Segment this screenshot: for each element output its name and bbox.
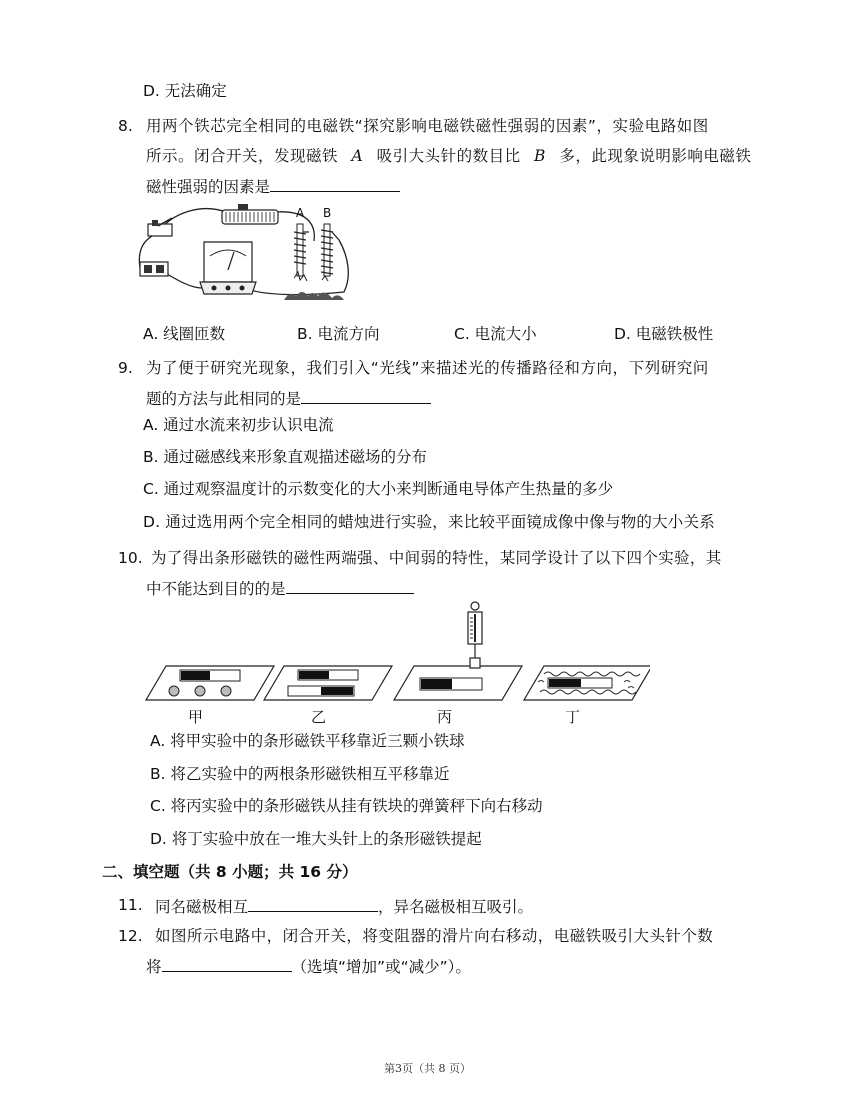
q9-option-c: C. 通过观察温度计的示数变化的大小来判断通电导体产生热量的多少 xyxy=(143,480,614,498)
q12-line2-text-a: 将 xyxy=(146,958,162,976)
q10-label-ding: 丁 xyxy=(565,708,581,726)
iron-ball-icon xyxy=(221,686,231,696)
switch-icon xyxy=(148,218,172,236)
q9-option-a: A. 通过水流来初步认识电流 xyxy=(143,416,334,434)
q8-option-a: A. 线圈匝数 xyxy=(143,325,226,343)
q8-line2-text-c: 多，此现象说明影响电磁铁 xyxy=(559,147,752,165)
q8-magnet-a: A xyxy=(351,147,364,165)
q8-line2-text-b: 吸引大头针的数目比 xyxy=(376,147,521,165)
q8-magnet-b: B xyxy=(534,147,546,165)
q10-number: 10. xyxy=(118,549,143,567)
q8-answer-blank[interactable] xyxy=(270,175,400,192)
q8-figure-label-b: B xyxy=(323,206,332,220)
q12-line2 xyxy=(146,955,471,977)
q9-line2 xyxy=(146,387,431,409)
q10-option-c: C. 将丙实验中的条形磁铁从挂有铁块的弹簧秤下向右移动 xyxy=(150,797,543,815)
q8-option-d: D. 电磁铁极性 xyxy=(614,325,714,343)
q10-label-bing: 丙 xyxy=(437,708,453,726)
q11-text-a: 同名磁极相互 xyxy=(155,898,249,916)
iron-ball-icon xyxy=(195,686,205,696)
q10-label-yi: 乙 xyxy=(311,708,327,726)
q8-line3-text: 磁性强弱的因素是 xyxy=(146,178,271,196)
experiment-jia xyxy=(146,666,274,700)
q10-option-b: B. 将乙实验中的两根条形磁铁相互平移靠近 xyxy=(150,765,450,783)
q8-figure-label-a: A xyxy=(296,206,305,220)
experiment-ding xyxy=(524,666,650,700)
q10-line2 xyxy=(146,577,414,599)
q8-option-c: C. 电流大小 xyxy=(454,325,537,343)
q11-answer-blank[interactable] xyxy=(248,895,378,912)
q12-line2-text-b: （选填“增加”或“减少”）。 xyxy=(291,958,471,976)
q8-option-b: B. 电流方向 xyxy=(297,325,380,343)
experiment-yi xyxy=(264,666,392,700)
q12-number: 12. xyxy=(118,927,143,945)
q7-option-d: D. 无法确定 xyxy=(143,82,227,100)
q12-answer-blank[interactable] xyxy=(162,955,292,972)
q9-answer-blank[interactable] xyxy=(301,387,431,404)
q8-number: 8. xyxy=(118,117,133,135)
q11-text-b: ，异名磁极相互吸引。 xyxy=(378,898,534,916)
experiment-bing xyxy=(394,602,522,700)
q11-text xyxy=(155,895,533,917)
q8-line2 xyxy=(146,146,751,166)
q8-line2-text-a: 所示。闭合开关，发现磁铁 xyxy=(146,147,339,165)
q9-option-b: B. 通过磁感线来形象直观描述磁场的分布 xyxy=(143,448,427,466)
q10-answer-blank[interactable] xyxy=(286,577,414,594)
rheostat-icon xyxy=(222,204,278,224)
section-heading: 二、填空题（共 8 小题；共 16 分） xyxy=(102,863,358,881)
ammeter-icon xyxy=(200,242,256,294)
page-footer: 第3页（共 8 页） xyxy=(384,1062,471,1075)
q8-circuit-figure xyxy=(134,196,354,302)
q12-line1: 如图所示电路中，闭合开关，将变阻器的滑片向右移动，电磁铁吸引大头针个数 xyxy=(155,927,714,945)
q9-line2-text: 题的方法与此相同的是 xyxy=(146,390,302,408)
q8-line1: 用两个铁芯完全相同的电磁铁“探究影响电磁铁磁性强弱的因素”，实验电路如图 xyxy=(146,117,709,135)
q10-line2-text: 中不能达到目的的是 xyxy=(146,580,286,598)
electromagnet-b-icon xyxy=(321,224,333,281)
spring-scale-icon xyxy=(468,602,482,668)
q8-line3 xyxy=(146,175,400,197)
q11-number: 11. xyxy=(118,896,143,914)
q9-line1: 为了便于研究光现象，我们引入“光线”来描述光的传播路径和方向，下列研究问 xyxy=(146,359,709,377)
q10-option-a: A. 将甲实验中的条形磁铁平移靠近三颗小铁球 xyxy=(150,732,465,750)
q10-label-jia: 甲 xyxy=(188,708,204,726)
q10-option-d: D. 将丁实验中放在一堆大头针上的条形磁铁提起 xyxy=(150,830,482,848)
q10-experiments-figure xyxy=(140,600,650,706)
battery-icon xyxy=(140,262,168,276)
q10-line1: 为了得出条形磁铁的磁性两端强、中间弱的特性，某同学设计了以下四个实验，其 xyxy=(151,549,722,567)
iron-ball-icon xyxy=(169,686,179,696)
q9-number: 9. xyxy=(118,359,133,377)
q9-option-d: D. 通过选用两个完全相同的蜡烛进行实验，来比较平面镜成像中像与物的大小关系 xyxy=(143,513,715,531)
